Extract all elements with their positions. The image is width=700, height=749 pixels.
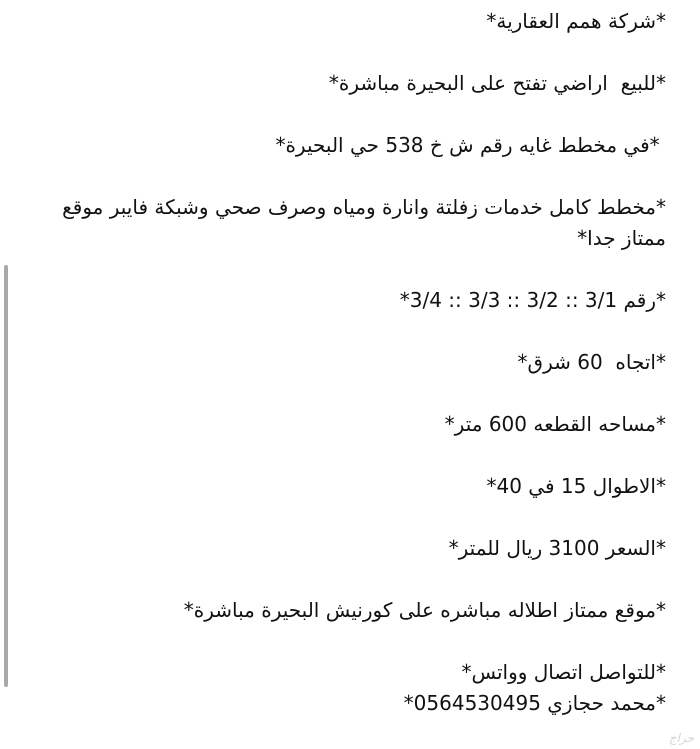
plan-number-line: *في مخطط غايه رقم ش خ 538 حي البحيرة* — [275, 133, 666, 157]
dimensions-line: *الاطوال 15 في 40* — [486, 474, 666, 498]
watermark-logo: حراج — [668, 731, 694, 745]
contact-line: *للتواصل اتصال وواتس* — [461, 660, 666, 684]
location-line: *موقع ممتاز اطلاله مباشره على كورنيش البحيرة مباشرة* — [183, 598, 666, 622]
listing-text — [40, 6, 666, 719]
vertical-scrollbar[interactable] — [4, 265, 8, 687]
plot-numbers-line: *رقم 3/1 :: 3/2 :: 3/3 :: 3/4* — [399, 288, 666, 312]
company-name-line: *شركة همم العقارية* — [486, 9, 666, 33]
phone-line[interactable]: *محمد حجازي 0564530495* — [403, 691, 666, 715]
price-line: *السعر 3100 ريال للمتر* — [448, 536, 666, 560]
for-sale-line: *للبيع اراضي تفتح على البحيرة مباشرة* — [328, 71, 666, 95]
direction-line: *اتجاه 60 شرق* — [517, 350, 666, 374]
services-line: *مخطط كامل خدمات زفلتة وانارة ومياه وصرف صحي وشبكة فايبر موقع ممتاز جدا* — [55, 195, 666, 250]
area-line: *مساحه القطعه 600 متر* — [444, 412, 666, 436]
